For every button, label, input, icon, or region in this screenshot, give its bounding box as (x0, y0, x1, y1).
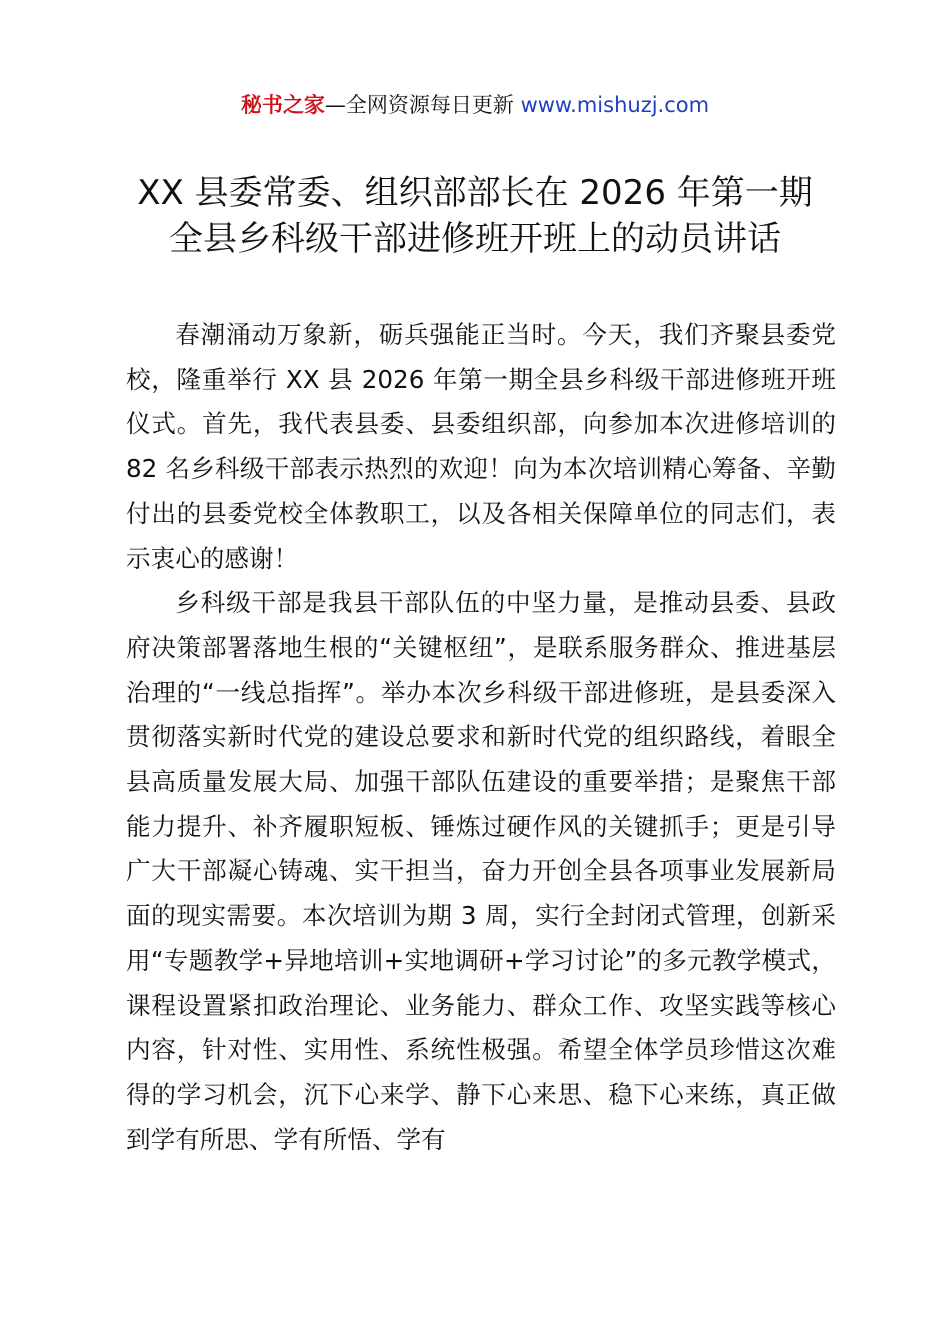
title-line-1: XX 县委常委、组织部部长在 2026 年第一期 (137, 173, 813, 213)
document-title (0, 170, 950, 262)
site-brand: 秘书之家 (240, 93, 325, 117)
site-tagline: —全网资源每日更新 (324, 93, 521, 117)
title-line-2: 全县乡科级干部进修班开班上的动员讲话 (169, 219, 781, 259)
document-body (126, 313, 836, 1162)
site-url-link[interactable]: www.mishuzj.com (520, 93, 710, 117)
site-header (0, 90, 950, 120)
body-paragraph-2: 乡科级干部是我县干部队伍的中坚力量，是推动县委、县政府决策部署落地生根的“关键枢纽”，是联系服务群众、推进基层治理的“一线总指挥”。举办本次乡科级干部进修班，是县委深入贯彻落实新时代党的建设总要求和新时代党的组织路线，着眼全县高质量发展大局、加强干部队伍建设的重要举措；是聚焦干部能力提升、补齐履职短板、锤炼过硬作风的关键抓手；更是引导广大干部凝心铸魂、实干担当，奋力开创全县各项事业发展新局面的现实需要。本次培训为期 3 周，实行全封闭式管理，创新采用“专题教学+异地培训+实地调研+学习讨论”的多元教学模式，课程设置紧扣政治理论、业务能力、群众工作、攻坚实践等核心内容，针对性、实用性、系统性极强。希望全体学员珍惜这次难得的学习机会，沉下心来学、静下心来思、稳下心来练，真正做到学有所思、学有所悟、学有 (126, 588, 836, 1154)
body-paragraph-1: 春潮涌动万象新，砺兵强能正当时。今天，我们齐聚县委党校，隆重举行 XX 县 2026 年第一期全县乡科级干部进修班开班仪式。首先，我代表县委、县委组织部，向参加本次进修培训的 82 名乡科级干部表示热烈的欢迎！向为本次培训精心筹备、辛勤付出的县委党校全体教职工，以及各相关保障单位的同志们，表示衷心的感谢！ (126, 320, 836, 573)
